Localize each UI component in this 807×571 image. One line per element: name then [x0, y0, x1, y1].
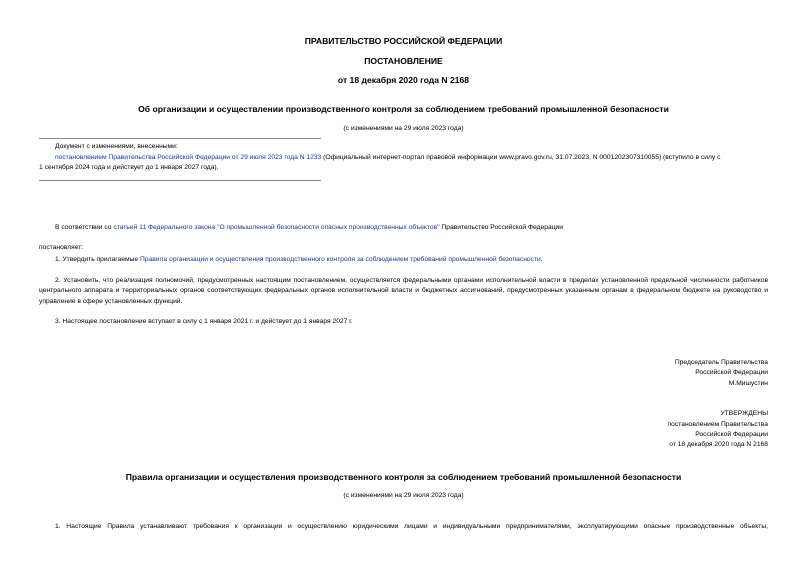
paragraph-3: 3. Настоящее постановление вступает в силу с 1 января 2021 г. и действует до 1 января 2027 г. — [55, 318, 353, 325]
preamble-before: В соответствии со — [55, 224, 114, 231]
changes-box-line-2: 1 сентября 2024 года и действует до 1 января 2027 года). — [39, 164, 219, 171]
paragraph-1-before: 1. Утвердить прилагаемые — [55, 256, 140, 263]
document-title: Об организации и осуществлении производственного контроля за соблюдением требований промышленной безопасности — [138, 104, 669, 114]
document-type: ПОСТАНОВЛЕНИЕ — [364, 56, 443, 66]
changes-box-line — [55, 154, 720, 161]
approved-date-number: от 18 декабря 2020 года N 2168 — [669, 441, 768, 448]
amending-decree-link[interactable]: постановлением Правительства Российской Федерации от 29 июля 2023 года N 1233 — [55, 154, 322, 161]
changes-box-source: (Официальный интернет-портал правовой информации www.pravo.gov.ru, 31.07.2023, N 0001202307310055) (вступило в силу с — [321, 154, 721, 161]
decrees-word: постановляет: — [39, 244, 84, 251]
federal-law-link[interactable]: статьей 11 Федерального закона "О промышленной безопасности опасных производственных объектов" — [113, 224, 440, 231]
changes-box-bottom-divider — [39, 180, 321, 181]
rules-title: Правила организации и осуществления производственного контроля за соблюдением требований промышленной безопасности — [125, 472, 682, 482]
signature-country: Российской Федерации — [695, 369, 768, 376]
changes-box-label: Документ с изменениями, внесенными: — [55, 143, 178, 150]
document-date-number: от 18 декабря 2020 года N 2168 — [337, 75, 470, 85]
paragraph-2: 2. Установить, что реализация полномочий, предусмотренных настоящим постановлением, осуществляется федеральными органами исполнительной власти в пределах установленной предельной численности работников центрального аппарата и территориальных органов соответствующих федеральных органов исполнительной власти и бюджетных ассигнований, предусмотренных указанным органам в федеральном бюджете на руководство и управление в сфере установленных функций. — [39, 277, 768, 305]
issuing-authority: ПРАВИТЕЛЬСТВО РОССИЙСКОЙ ФЕДЕРАЦИИ — [304, 36, 503, 46]
paragraph-1-after: . — [540, 256, 543, 263]
rules-link[interactable]: Правила организации и осуществления производственного контроля за соблюдением требований промышленной безопасности — [139, 256, 541, 263]
signature-name: М.Мишустин — [728, 380, 768, 387]
signature-position: Председатель Правительства — [674, 359, 768, 366]
paragraph-1 — [55, 256, 543, 263]
rules-amendment-note: (с изменениями на 29 июля 2023 года) — [343, 492, 464, 499]
approved-country: Российской Федерации — [695, 431, 768, 438]
approved-by: постановлением Правительства — [667, 421, 768, 428]
rules-paragraph-1: 1. Настоящие Правила устанавливают требования к организации и осуществлению юридическими лицами и индивидуальными предпринимателями, эксплуатирующими опасные производственные объекты, — [55, 523, 768, 530]
amendment-note: (с изменениями на 29 июля 2023 года) — [343, 125, 464, 132]
preamble-after: Правительство Российской Федерации — [439, 224, 564, 231]
changes-box-top-divider — [39, 138, 321, 139]
approved-heading: УТВЕРЖДЕНЫ — [720, 410, 768, 417]
preamble — [55, 224, 563, 231]
